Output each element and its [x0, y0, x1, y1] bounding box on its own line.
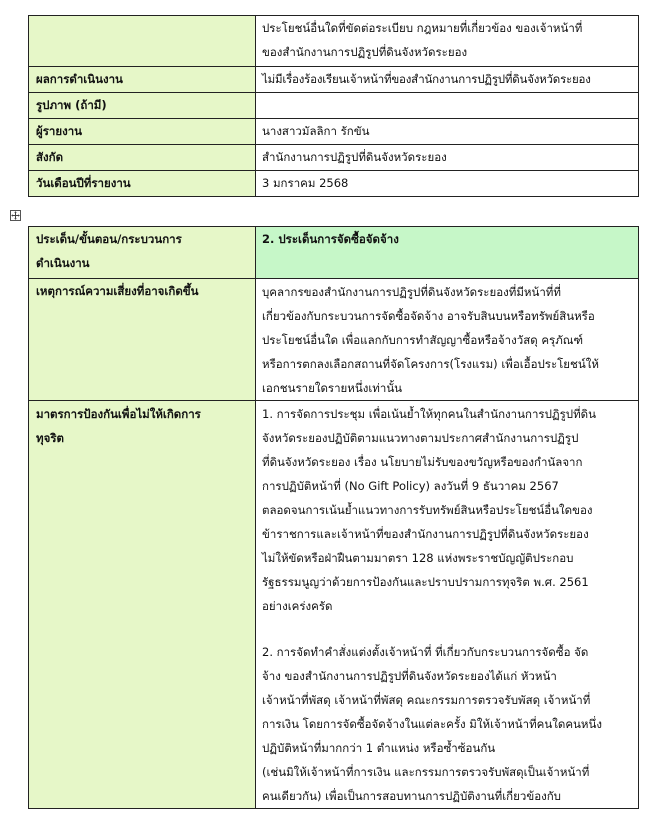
- measure-paragraph-1: 1. การจัดการประชุม เพื่อเน้นย้ำให้ทุกคนในสำนักงานการปฏิรูปที่ดิน จังหวัดระยองปฏิบัติตามแนวทางตามประกาศสำนักงานการปฏิรูป ที่ดินจังหวัดระยอง เรื่อง นโยบายไม่รับของขวัญหรือของกำนัลจาก การปฏิบัติหน้าที่ (No Gift Policy) ลงวันที่ 9 ธันวาคม 2567 ตลอดจนการเน้นย้ำแนวทางการรับทรัพย์สินหรือประโยชน์อื่นใดของ ข้าราชการและเจ้าหน้าที่ของสำนักงานการปฏิรูปที่ดินจังหวัดระยอง ไม่ให้ขัดหรือฝ่าฝืนตามมาตรา 128 แห่งพระราชบัญญัติประกอบ รัฐธรรมนูญว่าด้วยการป้องกันและปราบปรามการทุจริต พ.ศ. 2561 อย่างเคร่งครัด: [262, 407, 596, 613]
- table-row: [29, 67, 639, 93]
- row-label-image: รูปภาพ (ถ้ามี): [29, 93, 256, 119]
- measures-label-text: มาตรการป้องกันเพื่อไม่ให้เกิดการ ทุจริต: [36, 407, 201, 445]
- row-value-risk: [256, 279, 639, 401]
- row-value-affiliation: สำนักงานการปฏิรูปที่ดินจังหวัดระยอง: [256, 145, 639, 171]
- table-row: [29, 227, 639, 279]
- row-value-report-date: 3 มกราคม 2568: [256, 171, 639, 197]
- report-table-1: [28, 15, 639, 197]
- row-label-reporter: ผู้รายงาน: [29, 119, 256, 145]
- row-label-process: [29, 227, 256, 279]
- table-row: [29, 93, 639, 119]
- row-label-empty: [29, 16, 256, 67]
- table-row: [29, 16, 639, 67]
- row-label-result: ผลการดำเนินงาน: [29, 67, 256, 93]
- table-row: [29, 401, 639, 809]
- table-row: [29, 279, 639, 401]
- row-label-affiliation: สังกัด: [29, 145, 256, 171]
- continued-text: ประโยชน์อื่นใดที่ขัดต่อระเบียบ กฎหมายที่เกี่ยวข้อง ของเจ้าหน้าที่ ของสำนักงานการปฏิรูปที่ดินจังหวัดระยอง: [262, 21, 583, 59]
- row-value-result: ไม่มีเรื่องร้องเรียนเจ้าหน้าที่ของสำนักงานการปฏิรูปที่ดินจังหวัดระยอง: [256, 67, 639, 93]
- row-value-reporter: นางสาวมัลลิกา รักขัน: [256, 119, 639, 145]
- process-label-text: ประเด็น/ขั้นตอน/กระบวนการ ดำเนินงาน: [36, 232, 182, 270]
- measure-paragraph-2: 2. การจัดทำคำสั่งแต่งตั้งเจ้าหน้าที่ ที่เกี่ยวกับกระบวนการจัดซื้อ จัด จ้าง ของสำนักงานการปฏิรูปที่ดินจังหวัดระยองได้แก่ หัวหน้า เจ้าหน้าที่พัสดุ เจ้าหน้าที่พัสดุ คณะกรรมการตรวจรับพัสดุ เจ้าหน้าที่ การเงิน โดยการจัดซื้อจัดจ้างในแต่ละครั้ง มิให้เจ้าหน้าที่คนใดคนหนึ่ง ปฏิบัติหน้าที่มากกว่า 1 ตำแหน่ง หรือซ้ำซ้อนกัน (เช่นมิให้เจ้าหน้าที่การเงิน และกรรมการตรวจรับพัสดุเป็นเจ้าหน้าที่ คนเดียวกัน) เพื่อเป็นการสอบทานการปฏิบัติงานที่เกี่ยวข้องกับ: [262, 645, 602, 803]
- four-arrow-move-icon[interactable]: [10, 210, 21, 221]
- row-label-risk: เหตุการณ์ความเสี่ยงที่อาจเกิดขึ้น: [29, 279, 256, 401]
- row-value-continued: [256, 16, 639, 67]
- risk-text: บุคลากรของสำนักงานการปฏิรูปที่ดินจังหวัดระยองที่มีหน้าที่ที่ เกี่ยวข้องกับกระบวนการจัดซื้อจัดจ้าง อาจรับสินบนหรือทรัพย์สินหรือ ประโยชน์อื่นใด เพื่อแลกกับการทำสัญญาซื้อหรือจ้างวัสดุ ครุภัณฑ์ หรือการตกลงเลือกสถานที่จัดโครงการ(โรงแรม) เพื่อเอื้อประโยชน์ให้ เอกชนรายใดรายหนึ่งเท่านั้น: [262, 285, 599, 395]
- row-label-measures: [29, 401, 256, 809]
- row-value-measures: [256, 401, 639, 809]
- report-table-2: [28, 226, 639, 809]
- row-value-process: 2. ประเด็นการจัดซื้อจัดจ้าง: [256, 227, 639, 279]
- table-row: [29, 119, 639, 145]
- row-label-report-date: วันเดือนปีที่รายงาน: [29, 171, 256, 197]
- table-row: [29, 145, 639, 171]
- row-value-image: [256, 93, 639, 119]
- table-row: [29, 171, 639, 197]
